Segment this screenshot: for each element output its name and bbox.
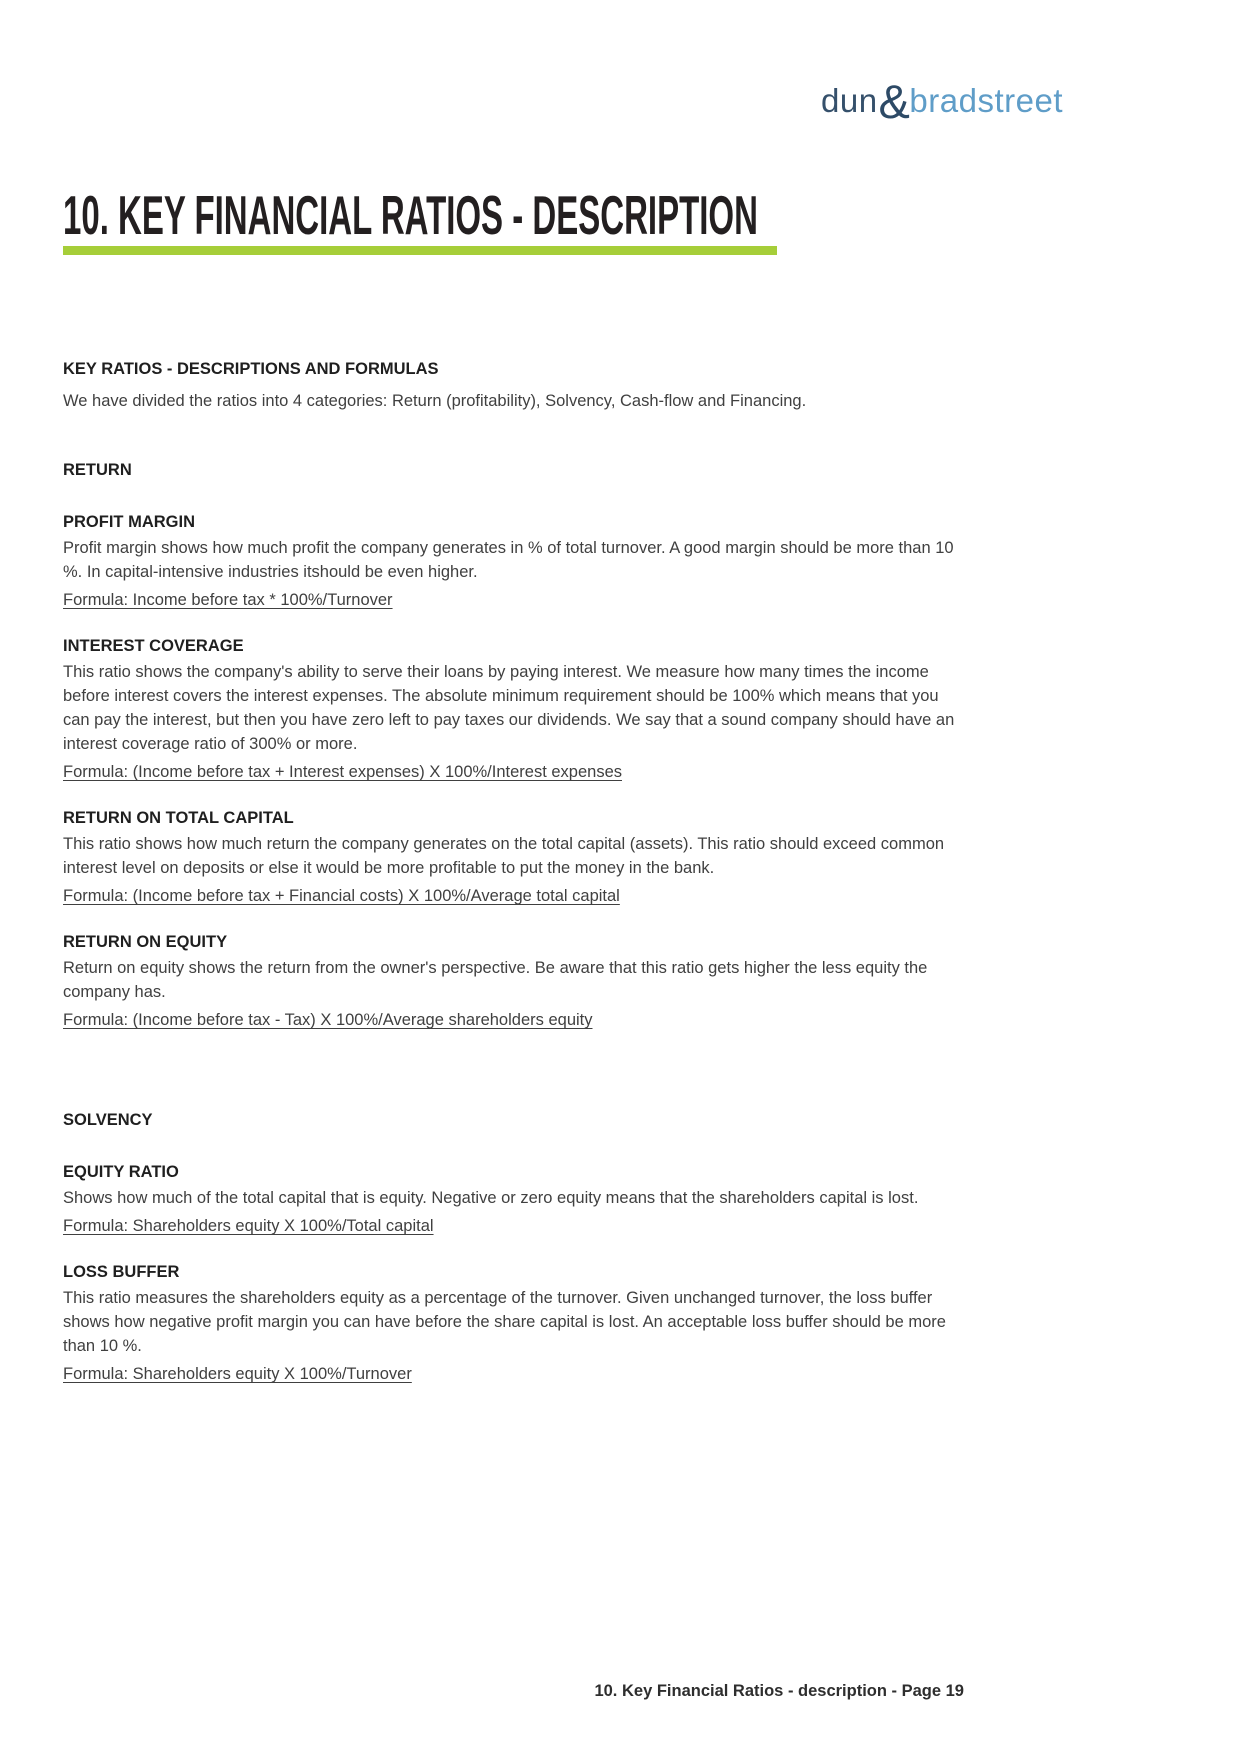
intro-heading: KEY RATIOS - DESCRIPTIONS AND FORMULAS — [63, 360, 439, 378]
ratio-return-on-equity — [63, 930, 963, 1032]
ratio-formula: Formula: (Income before tax + Financial costs) X 100%/Average total capital — [63, 887, 620, 905]
logo-text-dun: dun — [820, 82, 878, 119]
ratio-formula: Formula: (Income before tax + Interest expenses) X 100%/Interest expenses — [63, 763, 622, 781]
page-title: 10. KEY FINANCIAL RATIOS - DESCRIPTION — [63, 184, 758, 246]
ratio-description: This ratio shows how much return the company generates on the total capital (assets). This ratio should exceed common interest level on deposits or else it would be more profitable to put the money in the bank. — [63, 835, 945, 877]
ratio-description: Profit margin shows how much profit the company generates in % of total turnover. A good margin should be more than 10 %. In capital-intensive industries itshould be even higher. — [63, 539, 954, 581]
dun-bradstreet-logo — [820, 75, 1063, 128]
ratio-title: PROFIT MARGIN — [63, 513, 195, 531]
ratio-return-on-total-capital — [63, 806, 963, 908]
ratio-profit-margin — [63, 510, 963, 612]
ratio-equity-ratio — [63, 1160, 963, 1238]
page-footer — [594, 1682, 964, 1701]
ratio-interest-coverage — [63, 634, 963, 784]
intro-block — [63, 357, 963, 413]
ratio-description: This ratio measures the shareholders equity as a percentage of the turnover. Given unchanged turnover, the loss buffer shows how negative profit margin you can have before the share capital is lost. An acceptable loss buffer should be more than 10 %. — [63, 1289, 946, 1355]
ratio-formula: Formula: Shareholders equity X 100%/Total capital — [63, 1217, 434, 1235]
ratio-title: LOSS BUFFER — [63, 1263, 180, 1281]
ratio-description: This ratio shows the company's ability to serve their loans by paying interest. We measure how many times the income before interest covers the interest expenses. The absolute minimum requirement should be 100% which means that you can pay the interest, but then you have zero left to pay taxes our dividends. We say that a sound company should have an interest coverage ratio of 300% or more. — [63, 663, 955, 753]
ratio-description: Shows how much of the total capital that is equity. Negative or zero equity means that the shareholders capital is lost. — [63, 1189, 919, 1207]
ratio-loss-buffer — [63, 1260, 963, 1386]
footer-text: 10. Key Financial Ratios - description - Page 19 — [594, 1682, 964, 1700]
ratio-title: RETURN ON TOTAL CAPITAL — [63, 809, 294, 827]
ampersand-icon: & — [878, 75, 911, 128]
title-accent-bar — [63, 246, 777, 255]
intro-text: We have divided the ratios into 4 categories: Return (profitability), Solvency, Cash-flow and Financing. — [63, 392, 807, 410]
main-content — [63, 357, 963, 1386]
ratio-formula: Formula: (Income before tax - Tax) X 100%/Average shareholders equity — [63, 1011, 593, 1029]
ratio-description: Return on equity shows the return from the owner's perspective. Be aware that this ratio gets higher the less equity the company has. — [63, 959, 928, 1001]
ratio-formula: Formula: Income before tax * 100%/Turnover — [63, 591, 393, 609]
ratio-title: INTEREST COVERAGE — [63, 637, 244, 655]
ratio-title: EQUITY RATIO — [63, 1163, 179, 1181]
ratio-formula: Formula: Shareholders equity X 100%/Turnover — [63, 1365, 412, 1383]
section-heading-return: RETURN — [63, 461, 132, 479]
section-heading-solvency: SOLVENCY — [63, 1111, 153, 1129]
logo-text-bradstreet: bradstreet — [909, 82, 1063, 119]
ratio-title: RETURN ON EQUITY — [63, 933, 228, 951]
